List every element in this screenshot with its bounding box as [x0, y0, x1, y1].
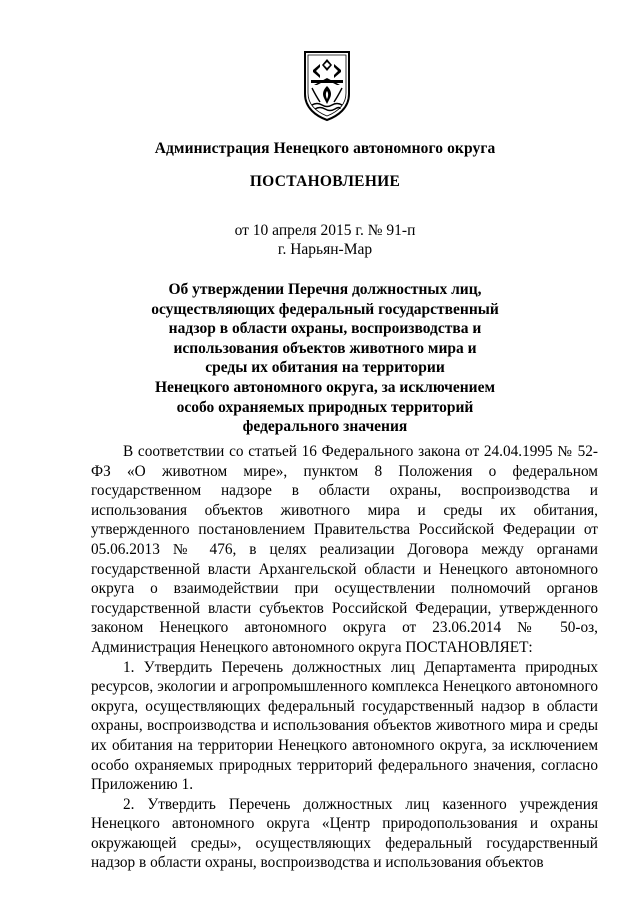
document-type: ПОСТАНОВЛЕНИЕ	[249, 173, 401, 190]
title-line: федерального значения	[242, 418, 408, 436]
title-line: Об утверждении Перечня должностных лиц,	[168, 281, 482, 298]
document-body	[91, 442, 598, 873]
title-line: использования объектов животного мира и	[173, 339, 477, 357]
document-title	[110, 280, 540, 437]
title-line: осуществляющих федеральный государственный	[151, 300, 499, 318]
coat-of-arms-emblem	[302, 50, 352, 122]
coat-of-arms-icon	[302, 50, 352, 122]
document-date-number: от 10 апреля 2015 г. № 91-п	[234, 222, 416, 239]
clause-1-paragraph: 1. Утвердить Перечень должностных лиц Департамента природных ресурсов, экологии и агропромышленного комплекса Ненецкого автономного округа, осуществляющих федеральный государственный надзор в области охраны, воспроизводства и использования объектов животного мира и среды их обитания на территории Ненецкого автономного округа, за исключением особо охраняемых природных территорий федерального значения, согласно Приложению 1.	[91, 658, 598, 794]
organization-name: Администрация Ненецкого автономного округа	[154, 140, 496, 157]
title-line: Ненецкого автономного округа, за исключением	[154, 378, 496, 396]
document-place: г. Нарьян-Мар	[277, 241, 373, 258]
preamble-paragraph: В соответствии со статьей 16 Федерального закона от 24.04.1995 № 52-ФЗ «О животном мире», пунктом 8 Положения о федеральном государственном надзоре в области охраны, воспроизводства и использования объектов животного мира и среды их обитания, утвержденного постановлением Правительства Российской Федерации от 05.06.2013 № 476, в целях реализации Договора между органами государственной власти Архангельской области и Ненецкого автономного округа о взаимодействии при осуществлении полномочий органов государственной власти субъектов Российской Федерации, утвержденного законом Ненецкого автономного округа от 23.06.2014 № 50-оз, Администрация Ненецкого автономного округа ПОСТАНОВЛЯЕТ:	[91, 443, 598, 656]
title-line: особо охраняемых природных территорий	[176, 398, 474, 416]
clause-2-paragraph: 2. Утвердить Перечень должностных лиц казенного учреждения Ненецкого автономного округа «Центр природопользования и охраны окружающей среды», осуществляющих федеральный государственный надзор в области охраны, воспроизводства и использования объектов	[91, 795, 598, 872]
title-line: среды их обитания на территории	[205, 359, 445, 377]
title-line: надзор в области охраны, воспроизводства и	[168, 320, 482, 338]
